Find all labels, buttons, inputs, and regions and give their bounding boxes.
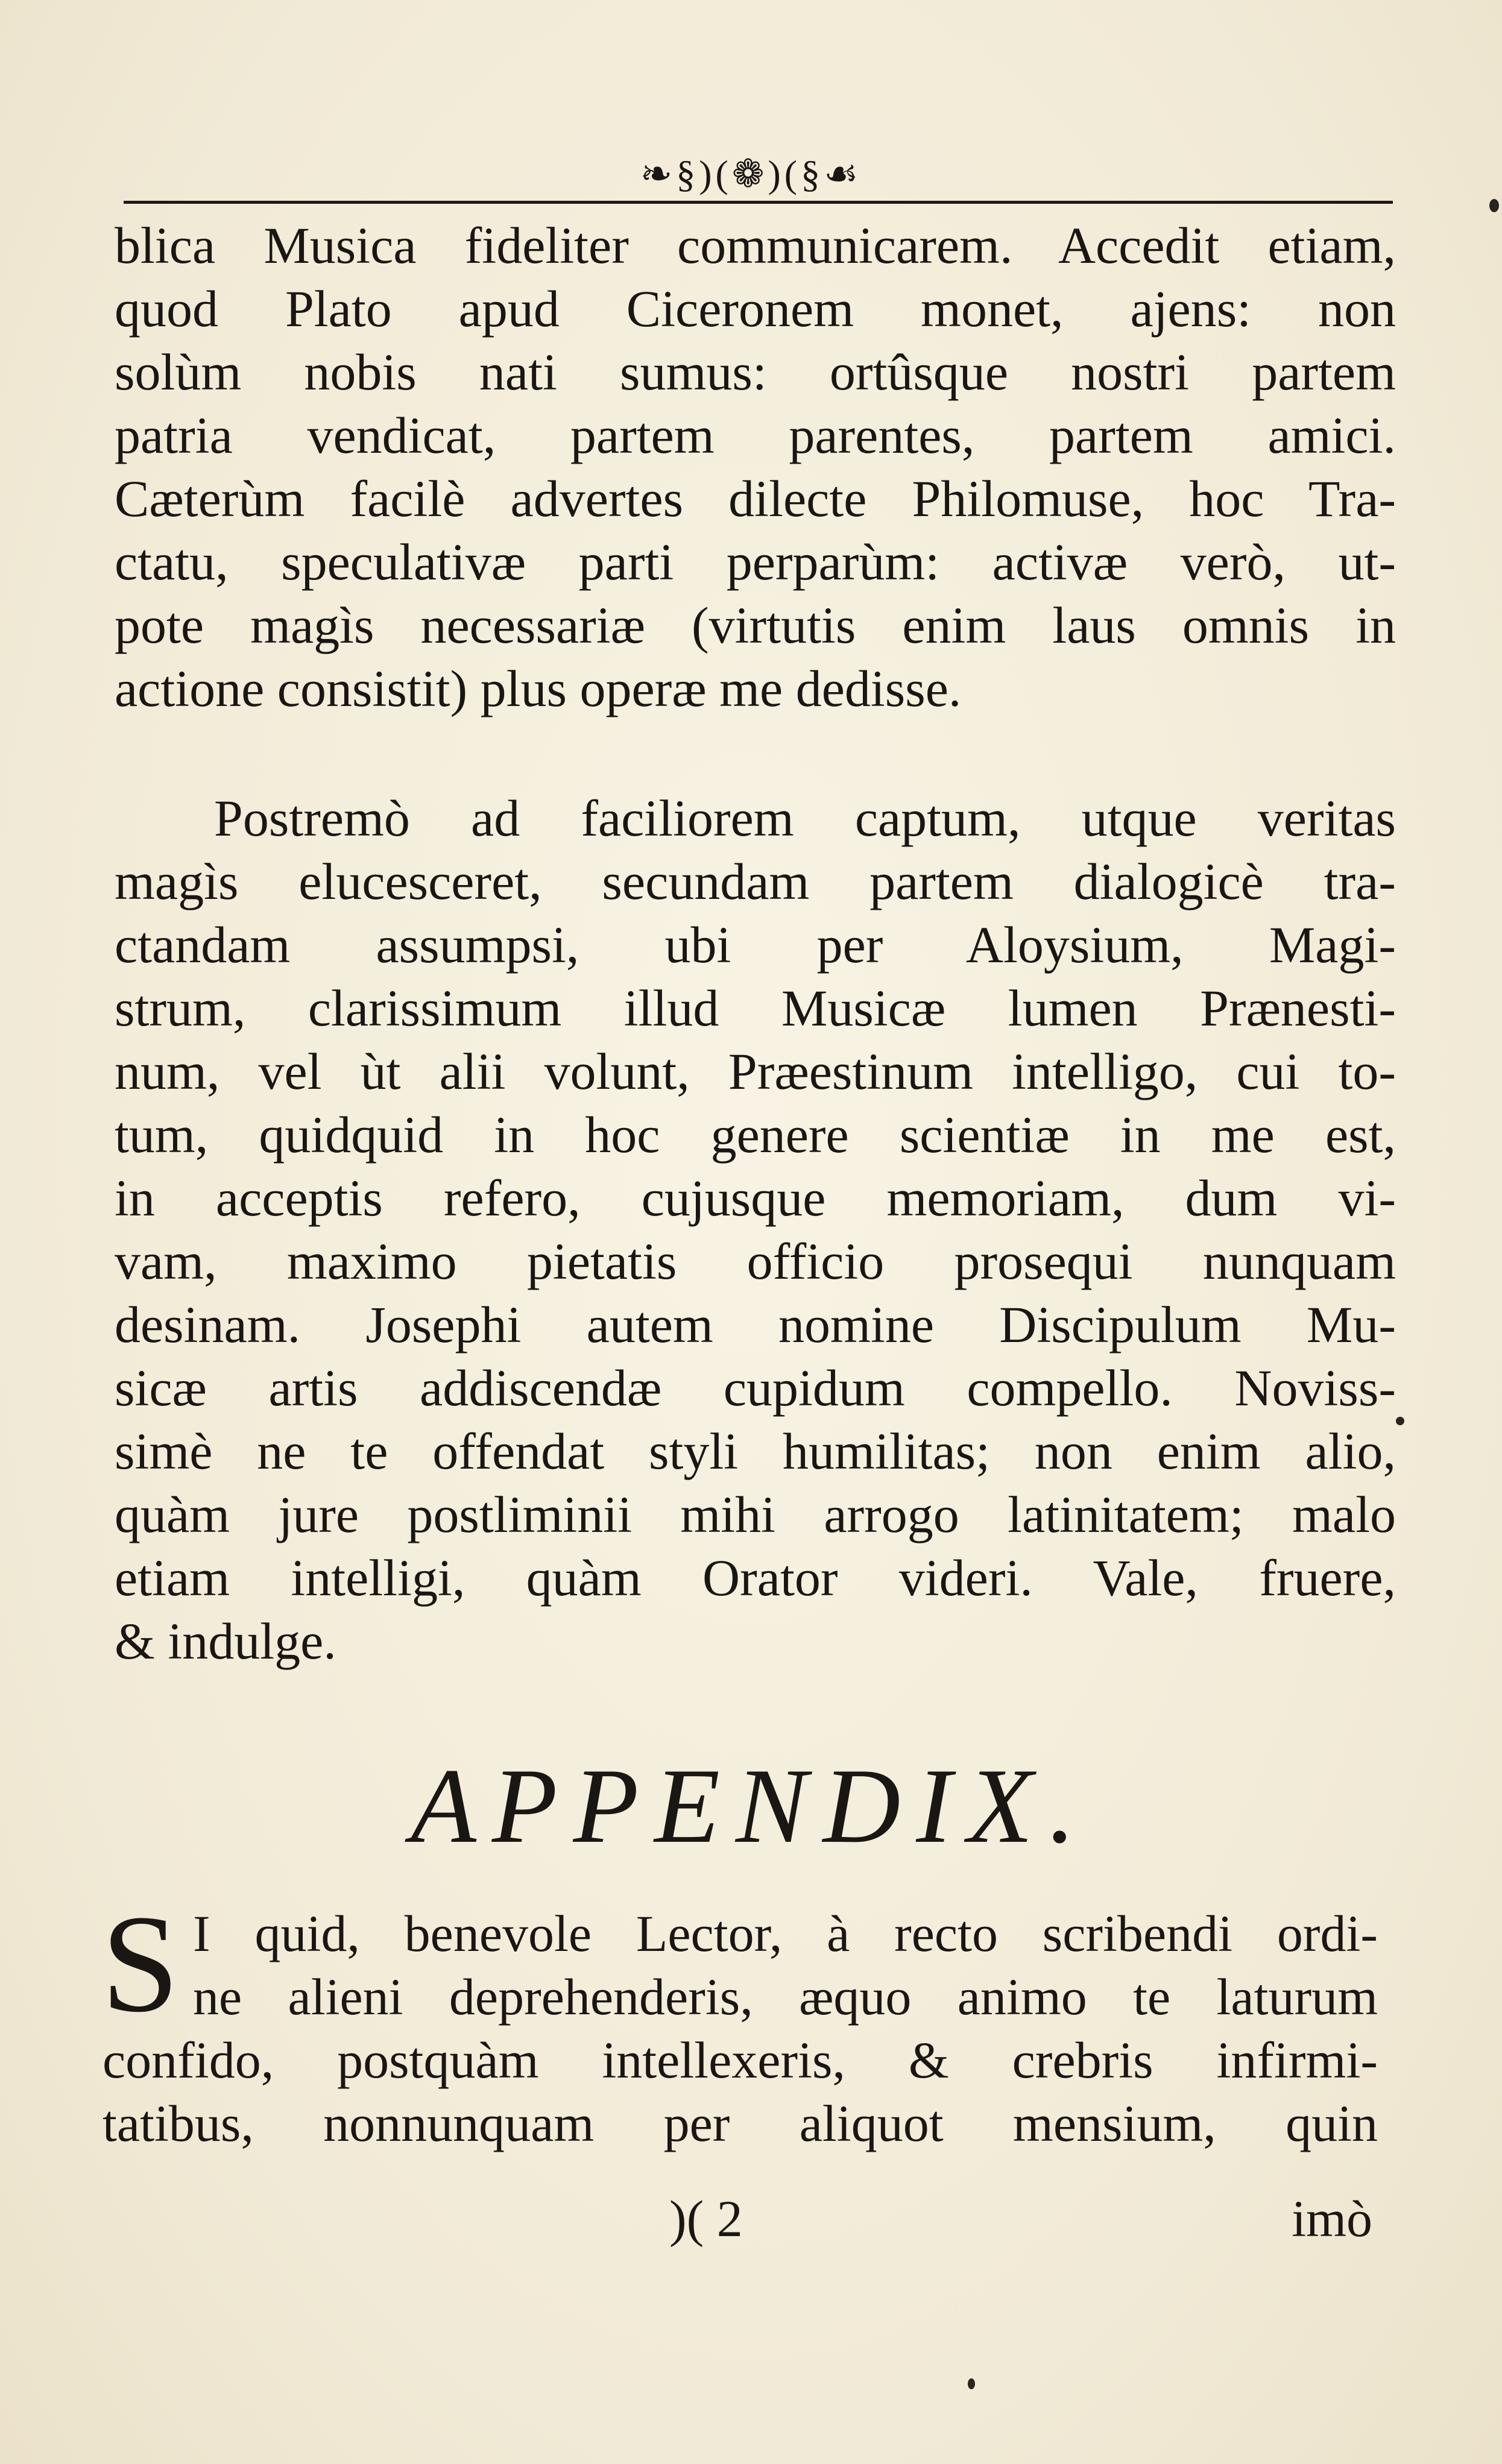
text-line: pote magìs necessariæ (virtutis enim laus omnis in xyxy=(115,596,1396,654)
text-line: actione consistit) plus operæ me dedisse. xyxy=(115,660,962,717)
text-line: confido, postquàm intellexeris, & crebris infirmi- xyxy=(103,2031,1378,2089)
appendix-paragraph xyxy=(103,1902,1378,2155)
text-line: Cæterùm facilè advertes dilecte Philomuse, hoc Tra- xyxy=(115,470,1396,528)
text-line: sicæ artis addiscendæ cupidum compello. Noviss- xyxy=(115,1359,1396,1417)
text-line: & indulge. xyxy=(115,1612,336,1670)
text-line: tum, quidquid in hoc genere scientiæ in me est, xyxy=(115,1106,1396,1164)
text-line: patria vendicat, partem parentes, partem amici. xyxy=(115,406,1396,464)
catchword: imò xyxy=(1292,2190,1372,2248)
text-line: quàm jure postliminii mihi arrogo latinitatem; malo xyxy=(115,1486,1396,1543)
text-line: quod Plato apud Ciceronem monet, ajens: non xyxy=(115,280,1396,338)
signature-mark: )( 2 xyxy=(669,2190,743,2248)
header-rule xyxy=(124,201,1393,204)
text-line: solùm nobis nati sumus: ortûsque nostri partem xyxy=(115,343,1396,401)
text-line: ctandam assumpsi, ubi per Aloysium, Magi- xyxy=(115,916,1396,974)
ink-spot xyxy=(968,2378,975,2389)
text-line: Postremò ad faciliorem captum, utque veritas xyxy=(214,789,1396,847)
text-line: strum, clarissimum illud Musicæ lumen Prænesti- xyxy=(115,979,1396,1037)
text-line: magìs elucesceret, secundam partem dialogicè tra- xyxy=(115,852,1396,910)
header-ornament: ❧§)(❁)(§☙ xyxy=(640,153,862,195)
text-line: tatibus, nonnunquam per aliquot mensium, quin xyxy=(103,2094,1378,2152)
text-line: etiam intelligi, quàm Orator videri. Vale, fruere, xyxy=(115,1549,1396,1607)
text-line: I quid, benevole Lector, à recto scribendi ordi- xyxy=(193,1905,1378,1962)
text-line: num, vel ùt alii volunt, Præestinum intelligo, cui to- xyxy=(115,1042,1396,1100)
text-line: vam, maximo pietatis officio prosequi nunquam xyxy=(115,1232,1396,1290)
paragraph-1 xyxy=(115,214,1396,720)
text-line: desinam. Josephi autem nomine Discipulum Mu- xyxy=(115,1296,1396,1353)
text-line: ne alieni deprehenderis, æquo animo te laturum xyxy=(193,1968,1378,2026)
appendix-heading: APPENDIX. xyxy=(411,1746,1091,1865)
text-line: blica Musica fideliter communicarem. Accedit etiam, xyxy=(115,216,1396,274)
text-line: ctatu, speculativæ parti perparùm: activæ verò, ut- xyxy=(115,533,1396,591)
text-line: simè ne te offendat styli humilitas; non enim alio, xyxy=(115,1422,1396,1480)
text-line: in acceptis refero, cujusque memoriam, dum vi- xyxy=(115,1169,1396,1227)
paragraph-2 xyxy=(115,787,1396,1673)
ink-spot xyxy=(1489,199,1499,212)
page-footer xyxy=(0,2188,1502,2255)
ink-spot xyxy=(1396,1417,1404,1425)
drop-cap: S xyxy=(101,1886,180,2041)
